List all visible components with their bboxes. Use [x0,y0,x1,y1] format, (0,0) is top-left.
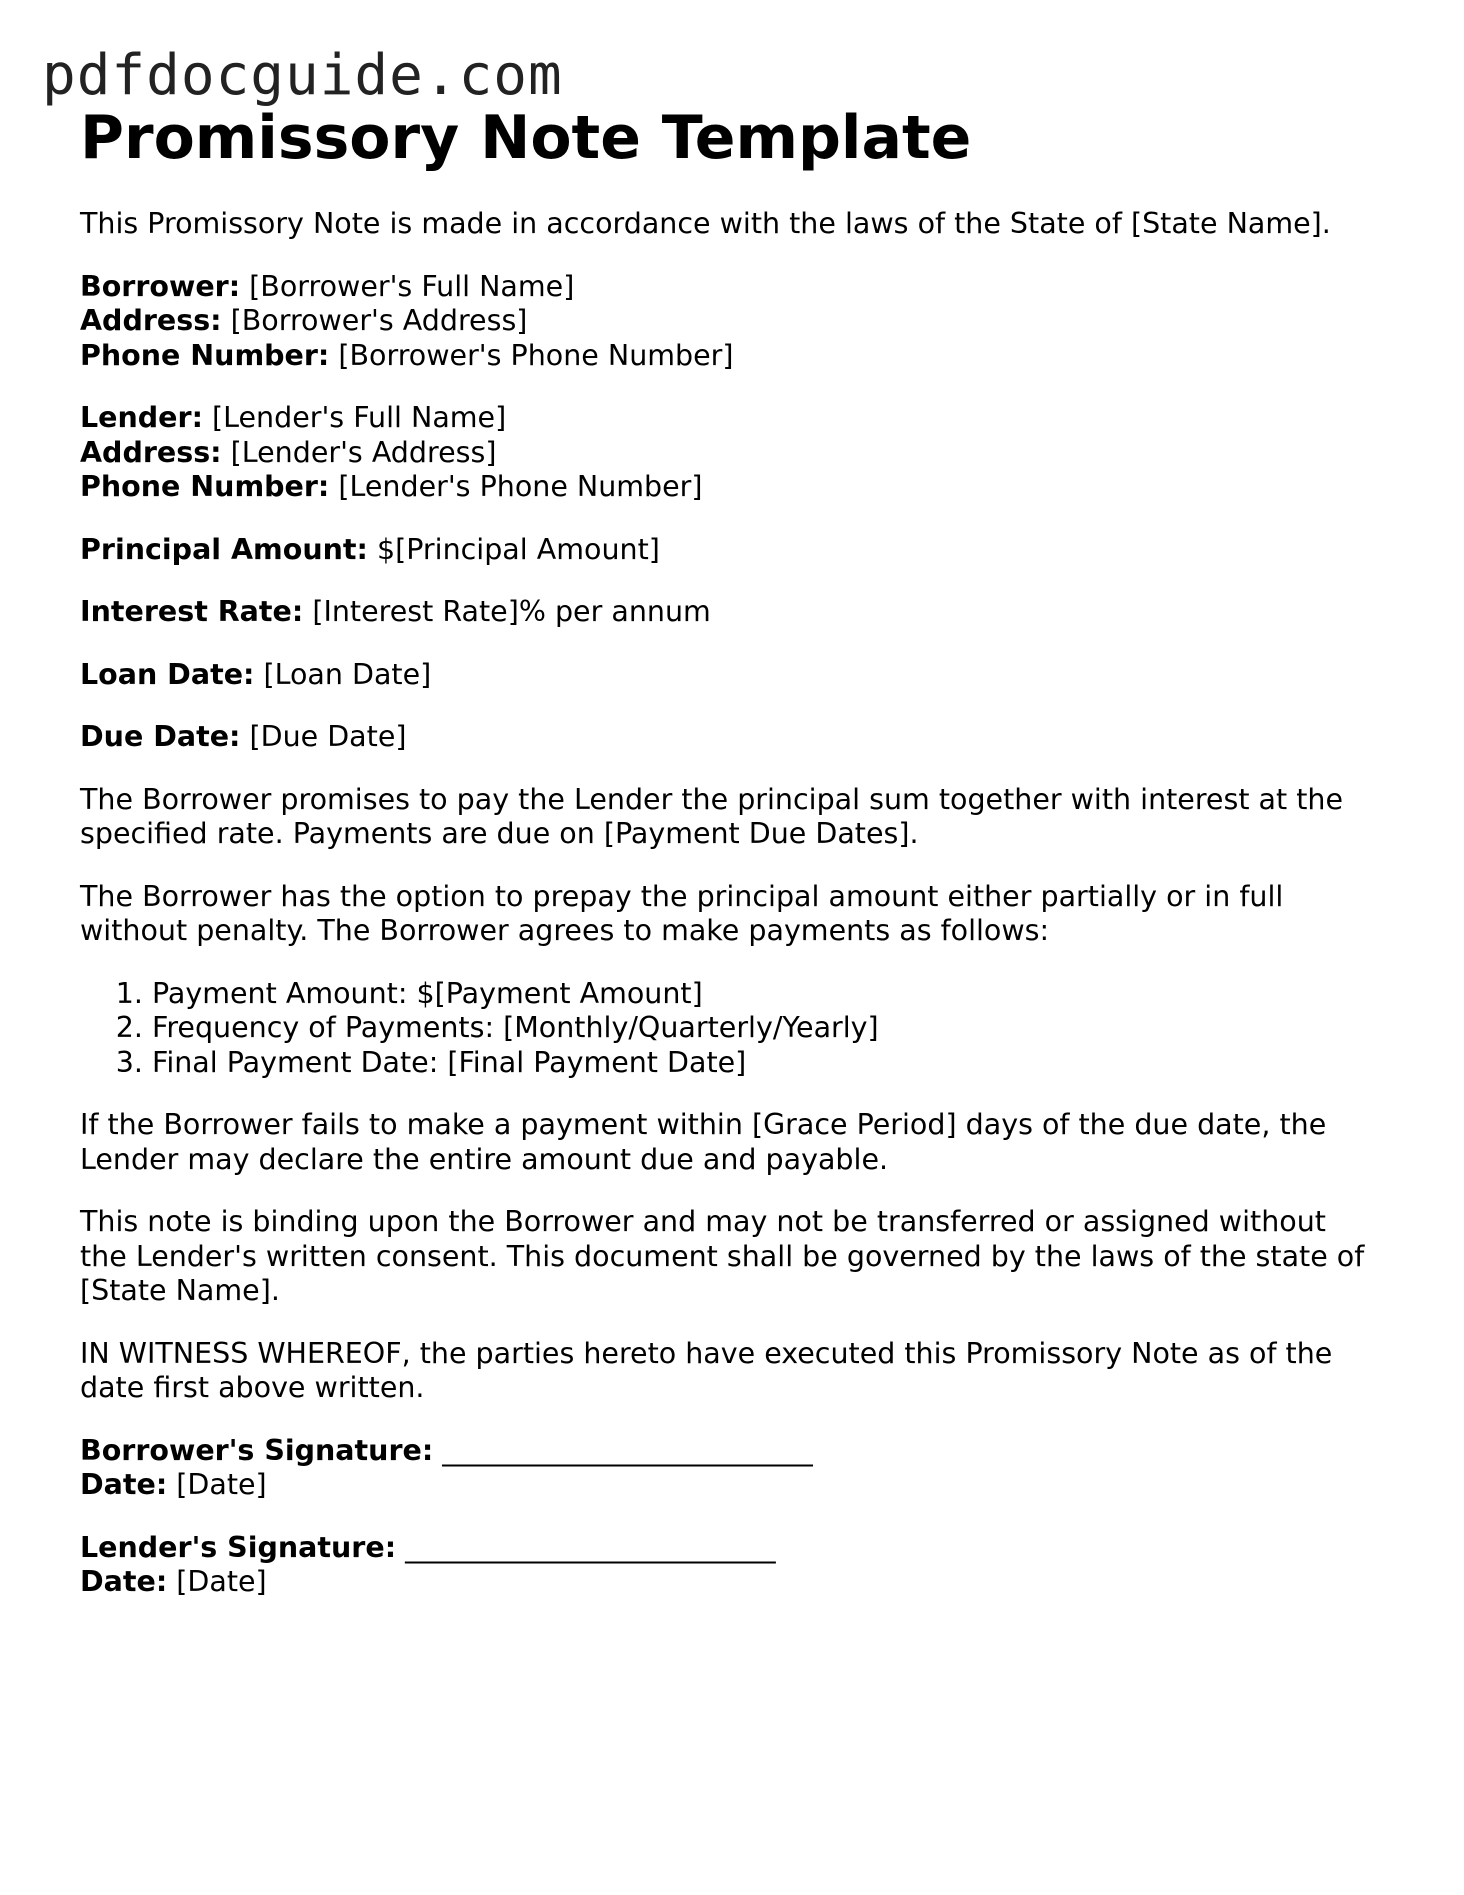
lender-signature-label: Lender's Signature: [80,1530,397,1564]
borrower-signature-field: __________________________ [433,1433,813,1467]
witness-paragraph: IN WITNESS WHEREOF, the parties hereto have executed this Promissory Note as of the date first above written. [80,1336,1333,1404]
promise-paragraph: The Borrower promises to pay the Lender the principal sum together with interest at the specified rate. Payments are due on [Payment Due Dates]. [80,782,1344,850]
lender-date-value: [Date] [167,1565,267,1598]
lender-phone-label: Phone Number: [80,470,330,503]
borrower-signature-label: Borrower's Signature: [80,1433,434,1467]
lender-signature-line [80,1531,1380,1566]
lender-date-line [80,1565,1380,1600]
borrower-address-label: Address: [80,304,222,337]
lender-signature-block [80,1531,1380,1600]
loan-date-label: Loan Date: [80,657,255,691]
due-date-value: [Due Date] [240,720,407,753]
principal-label: Principal Amount: [80,532,368,566]
lender-block [80,401,1380,505]
borrower-phone-value: [Borrower's Phone Number] [329,338,734,372]
lender-name-line [80,401,1380,436]
list-item: 1. Payment Amount: $[Payment Amount] [152,977,1380,1012]
lender-name-value: [Lender's Full Name] [202,401,507,434]
principal-line [80,533,1380,568]
list-item: 3. Final Payment Date: [Final Payment Date] [152,1046,1380,1081]
lender-address-line [80,436,1380,471]
document-page [80,100,1380,1600]
payment-terms-list [80,977,1380,1081]
borrower-name-label: Borrower: [80,269,241,303]
lender-name-label: Lender: [80,401,203,434]
borrower-address-value: [Borrower's Address] [221,304,528,337]
interest-label: Interest Rate: [80,595,304,628]
borrower-date-label: Date: [80,1468,168,1501]
intro-paragraph: This Promissory Note is made in accordance with the laws of the State of [State Name]. [80,207,1331,240]
principal-value: $[Principal Amount] [367,532,660,566]
borrower-date-value: [Date] [167,1468,267,1501]
document-title: Promissory Note Template [80,103,972,173]
borrower-address-line [80,304,1380,339]
borrower-name-line [80,270,1380,305]
lender-phone-line [80,470,1380,505]
interest-value: [Interest Rate]% per annum [303,595,711,628]
borrower-block [80,270,1380,374]
lender-date-label: Date: [80,1565,168,1598]
prepay-paragraph: The Borrower has the option to prepay the principal amount either partially or in full without penalty. The Borrower agrees to make payments as follows: [80,879,1284,947]
due-date-line [80,720,1380,755]
list-item: 2. Frequency of Payments: [Monthly/Quarterly/Yearly] [152,1011,1380,1046]
lender-signature-field: __________________________ [396,1530,776,1564]
lender-address-value: [Lender's Address] [221,435,497,469]
binding-paragraph: This note is binding upon the Borrower and may not be transferred or assigned without the Lender's written consent. This document shall be governed by the laws of the state of [State Name]. [80,1205,1365,1307]
borrower-phone-line [80,339,1380,374]
borrower-name-value: [Borrower's Full Name] [240,269,575,303]
lender-address-label: Address: [80,435,222,469]
document-body [80,207,1380,1600]
lender-phone-value: [Lender's Phone Number] [329,470,703,503]
loan-date-line [80,658,1380,693]
borrower-signature-line [80,1434,1380,1469]
watermark: pdfdocguide.com [42,43,563,108]
default-paragraph: If the Borrower fails to make a payment within [Grace Period] days of the due date, the Lender may declare the entire amount due and payable. [80,1108,1327,1176]
interest-line [80,595,1380,630]
loan-date-value: [Loan Date] [254,657,432,691]
due-date-label: Due Date: [80,720,241,753]
borrower-date-line [80,1468,1380,1503]
borrower-signature-block [80,1434,1380,1503]
borrower-phone-label: Phone Number: [80,338,330,372]
